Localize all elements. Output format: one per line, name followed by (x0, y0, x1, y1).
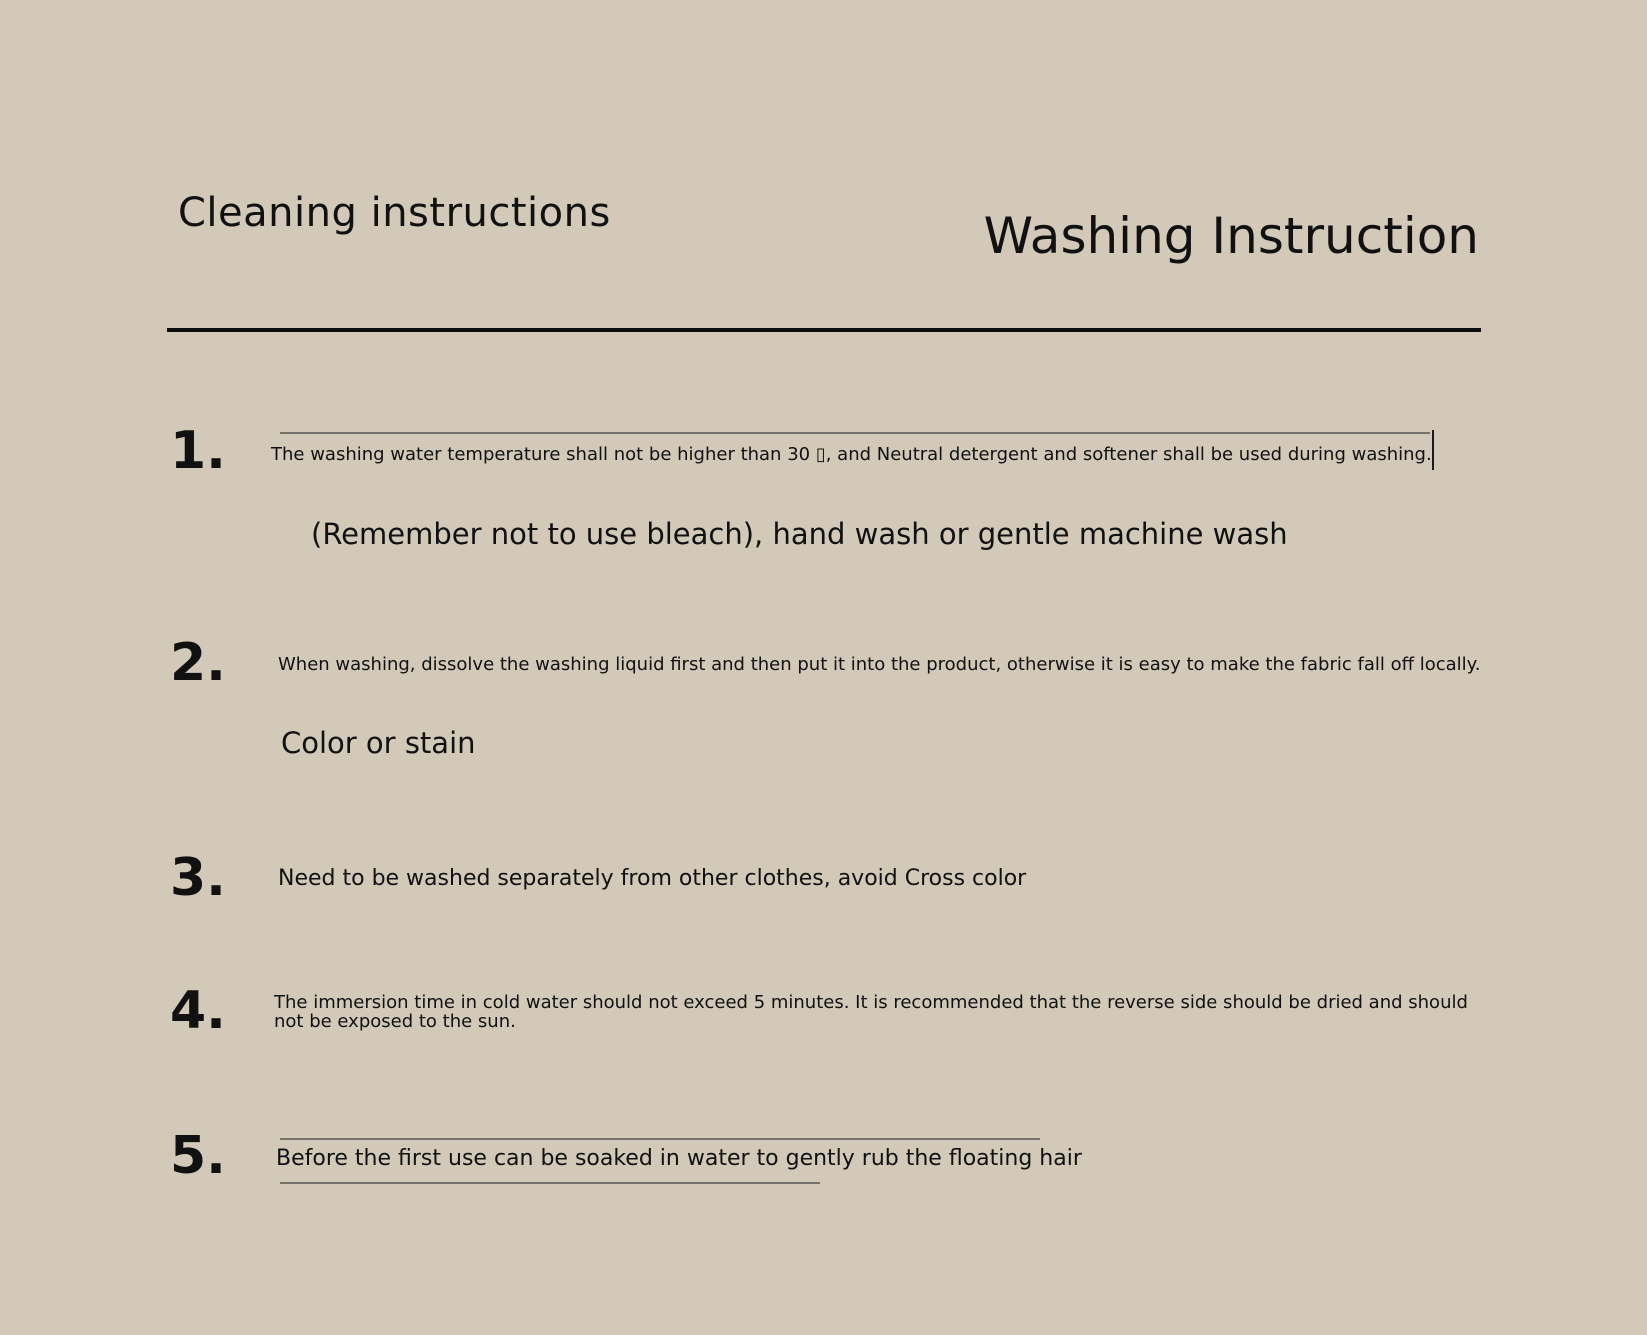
item-number-2: 2. (170, 633, 226, 693)
item-4-line-1: The immersion time in cold water should not exceed 5 minutes. It is recommended that the reverse side should be dried and should not be exposed to the sun. (274, 992, 1468, 1032)
page-title-left: Cleaning instructions (178, 190, 611, 236)
item-number-4: 4. (170, 981, 226, 1041)
item-5-line-1: Before the first use can be soaked in water to gently rub the floating hair (276, 1146, 1082, 1171)
item-number-1: 1. (170, 421, 226, 481)
item-1-line-1: The washing water temperature shall not be higher than 30 ▯, and Neutral detergent and softener shall be used during washing. (271, 444, 1432, 465)
item-3-line-1: Need to be washed separately from other clothes, avoid Cross color (278, 866, 1027, 891)
item-2-line-2: Color or stain (281, 726, 476, 760)
item-number-5: 5. (170, 1126, 226, 1186)
item-number-3: 3. (170, 848, 226, 908)
ghost-line-5a (280, 1138, 1040, 1140)
ghost-line-1 (280, 432, 1430, 434)
ghost-line-5b (280, 1182, 820, 1184)
page-title-right: Washing Instruction (983, 207, 1479, 265)
text-cursor (1432, 430, 1434, 470)
title-divider (167, 328, 1481, 332)
item-2-line-1: When washing, dissolve the washing liquid first and then put it into the product, otherwise it is easy to make the fabric fall off locally. (278, 654, 1481, 675)
item-1-line-2: (Remember not to use bleach), hand wash or gentle machine wash (311, 517, 1288, 551)
